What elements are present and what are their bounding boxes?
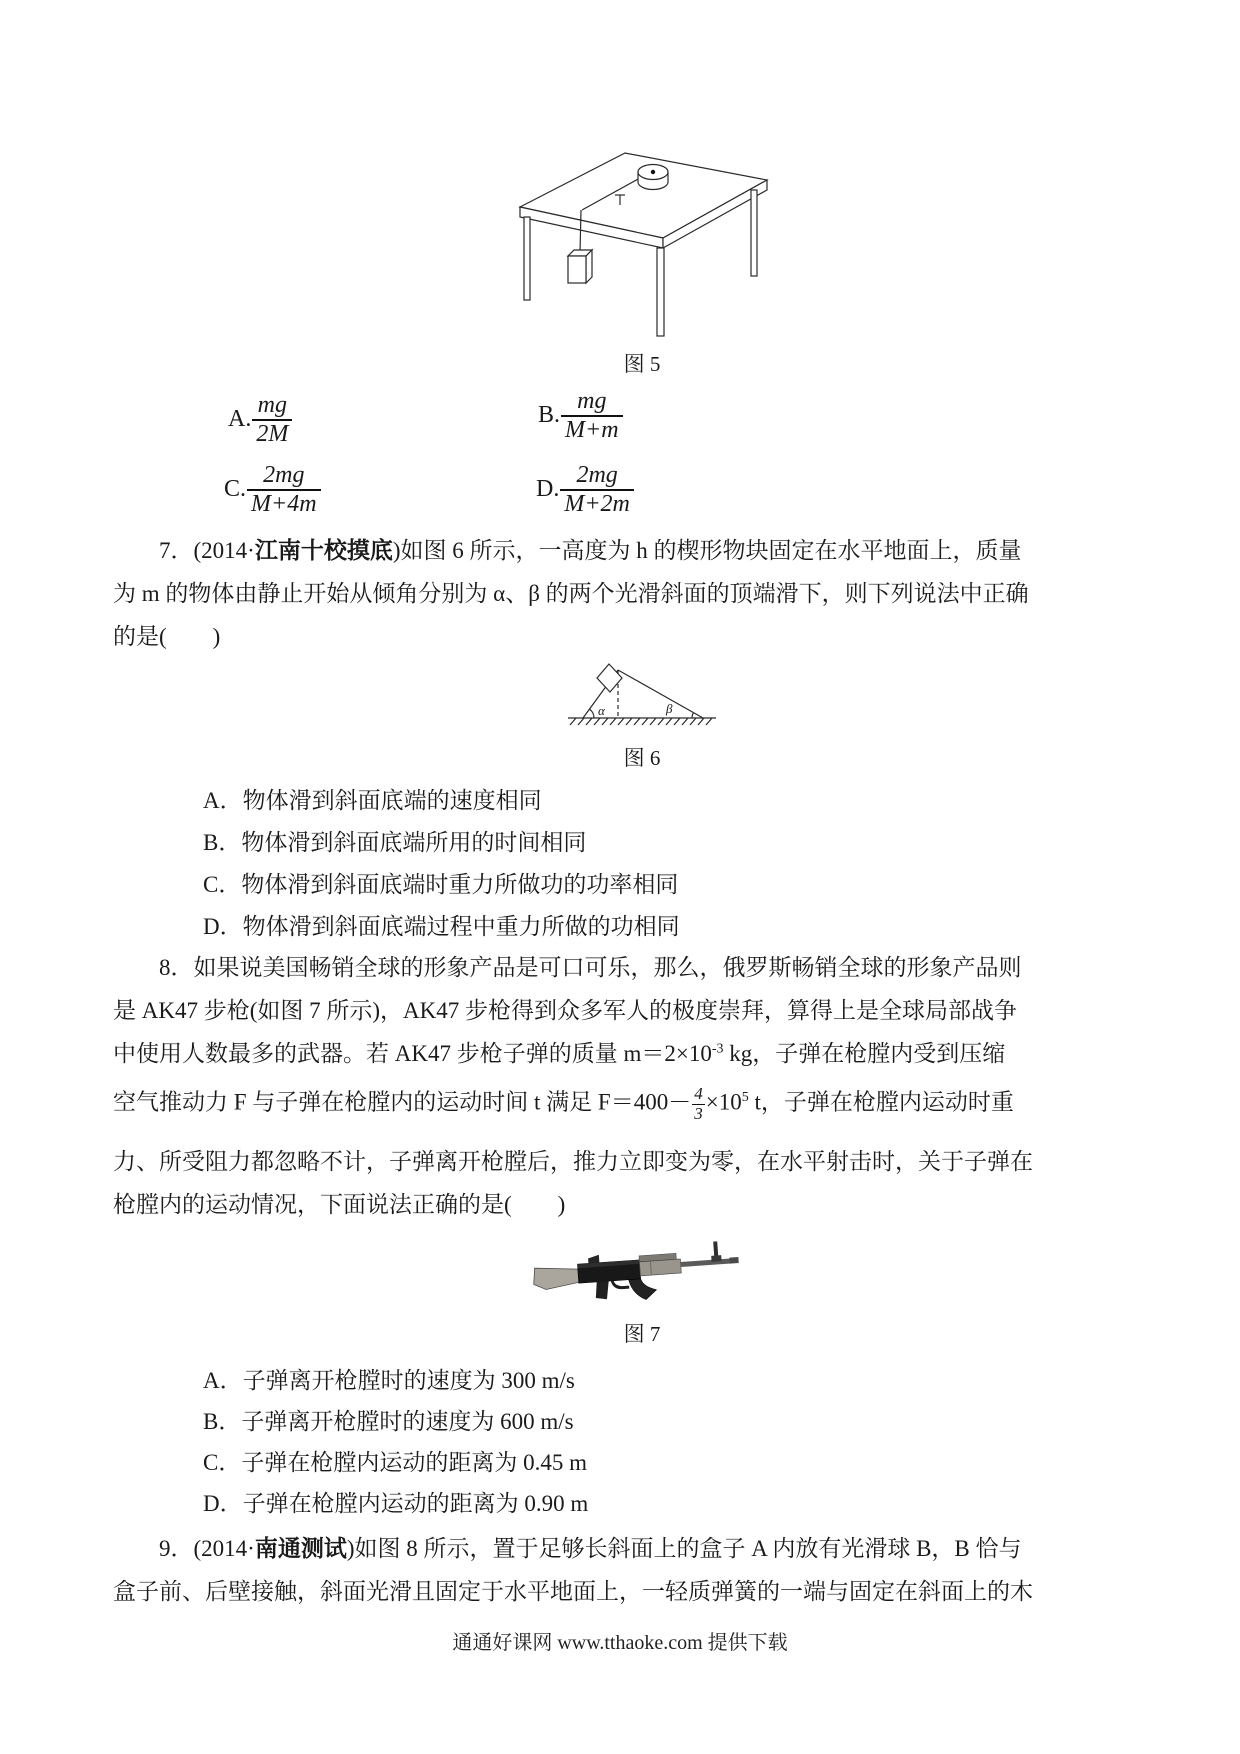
exponent-5: 5 [741, 1089, 749, 1105]
pulley-disc [638, 165, 668, 190]
page-footer: 通通好课网 www.tthaoke.com 提供下载 [452, 1632, 788, 1654]
q6-option-a [228, 392, 292, 448]
q8-line-2: 是 AK47 步枪(如图 7 所示)，AK47 步枪得到众多军人的极度崇拜，算得上是全球局部战争 [113, 998, 1018, 1023]
q6-option-a-fraction: $\frac{mg}{2M}$ [252, 392, 292, 448]
q8-line-5: 力、所受阻力都忽略不计，子弹离开枪膛后，推力立即变为零，在水平射击时，关于子弹在 [113, 1149, 1033, 1174]
q7-option-b: B．物体滑到斜面底端所用的时间相同 [203, 830, 587, 855]
figure-6-caption: 图 6 [623, 746, 661, 770]
q7-option-a: A．物体滑到斜面底端的速度相同 [203, 788, 542, 813]
q8-option-c: C．子弹在枪膛内运动的距离为 0.45 m [203, 1450, 587, 1475]
q9-line-2: 盒子前、后壁接触，斜面光滑且固定于水平地面上，一轻质弹簧的一端与固定在斜面上的木 [113, 1579, 1033, 1604]
q7-option-d: D．物体滑到斜面底端过程中重力所做的功相同 [203, 914, 680, 939]
q7-source-tag: 江南十校摸底 [254, 538, 393, 563]
q6-option-b [538, 388, 623, 444]
exponent-minus-3: -3 [711, 1041, 724, 1057]
ground-hatch [568, 718, 716, 725]
q8-line-1: 8．如果说美国畅销全球的形象产品是可口可乐，那么，俄罗斯畅销全球的形象产品则 [159, 955, 1022, 980]
q8-line-3: 中使用人数最多的武器。若 AK47 步枪子弹的质量 $m=2\times 10^{-3}$ kg，子弹在枪膛内受到压缩 [113, 1041, 1006, 1066]
q8-line-6: 枪膛内的运动情况，下面说法正确的是( ) [113, 1192, 566, 1217]
q8-line-4: 空气推动力 F 与子弹在枪膛内的运动时间 t 满足 F＝400－ $\frac{4}{3}$ $\times 10^5$ t，子弹在枪膛内运动时重 [113, 1084, 1014, 1123]
q7-line-1: 7．(2014·江南十校摸底)如图 6 所示，一高度为 h 的楔形物块固定在水平地面上，质量 [159, 538, 1022, 563]
q6-option-d-label: D. [536, 476, 560, 503]
q6-option-c-label: C. [224, 476, 247, 503]
ak47-rifle [532, 1240, 741, 1307]
alpha-angle-label: α [598, 703, 605, 718]
q7-line-3: 的是( ) [113, 624, 221, 649]
q6-option-d-fraction: $\frac{2mg}{M+2m}$ [560, 462, 634, 518]
figure-6-incline-diagram [560, 652, 725, 730]
q6-option-a-label: A. [228, 406, 252, 433]
figure-5-table-diagram [505, 125, 785, 340]
q8-option-a: A．子弹离开枪膛时的速度为 300 m/s [203, 1368, 575, 1393]
q7-line-2: 为 m 的物体由静止开始从倾角分别为 α、β 的两个光滑斜面的顶端滑下，则下列说法中正确 [113, 581, 1029, 606]
four-thirds-fraction: $\frac{4}{3}$ [694, 1084, 703, 1123]
q7-option-c: C．物体滑到斜面底端时重力所做功的功率相同 [203, 872, 679, 897]
figure-7-caption: 图 7 [623, 1322, 661, 1346]
q6-option-c-fraction: $\frac{2mg}{M+4m}$ [247, 462, 321, 518]
q6-option-b-label: B. [538, 402, 561, 429]
q6-option-d [536, 462, 634, 518]
q6-option-b-fraction: $\frac{mg}{M+m}$ [561, 388, 623, 444]
q8-option-d: D．子弹在枪膛内运动的距离为 0.90 m [203, 1491, 589, 1516]
figure-5-caption: 图 5 [623, 352, 661, 376]
q9-source-tag: 南通测试 [254, 1536, 347, 1561]
figure-7-ak47-image [533, 1236, 745, 1306]
q6-option-c [224, 462, 321, 518]
q9-line-1: 9．(2014·南通测试)如图 8 所示，置于足够长斜面上的盒子 A 内放有光滑球 B，B 恰与 [159, 1536, 1022, 1561]
q8-option-b: B．子弹离开枪膛时的速度为 600 m/s [203, 1409, 574, 1434]
hanging-weight [568, 250, 592, 283]
beta-angle-label: β [666, 701, 673, 716]
